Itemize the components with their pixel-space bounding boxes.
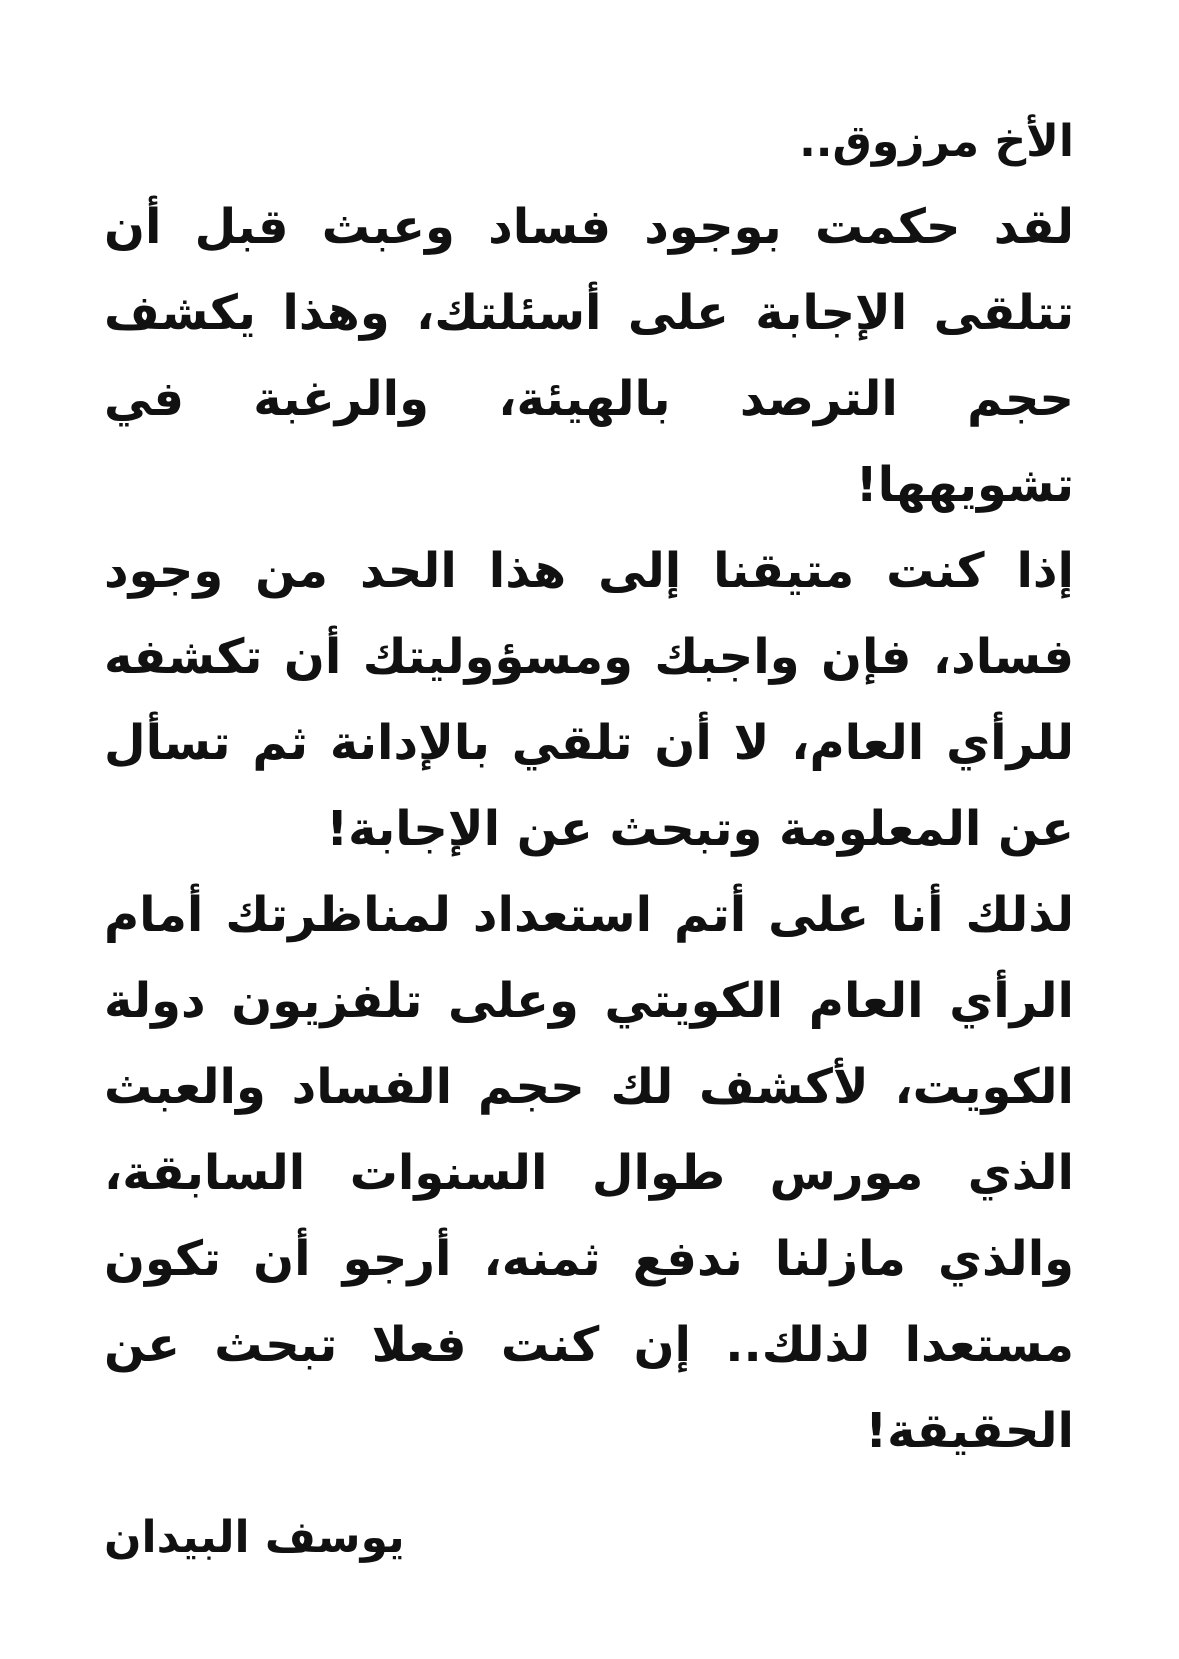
paragraph-certainty: إذا كنت متيقنا إلى هذا الحد من وجود فساد، فإن واجبك ومسؤوليتك أن تكشفه للرأي العام، لا أن تلقي بالإدانة ثم تسأل عن المعلومة وتبحث عن الإجابة! [104,543,1074,857]
letter-body [104,100,1074,1580]
greeting: الأخ مرزوق.. [799,116,1074,167]
paragraph-verdict: لقد حكمت بوجود فساد وعبث قبل أن تتلقى الإجابة على أسئلتك، وهذا يكشف حجم الترصد بالهيئة، والرغبة في تشويهها! [104,199,1074,513]
paragraph-debate-offer: لذلك أنا على أتم استعداد لمناظرتك أمام الرأي العام الكويتي وعلى تلفزيون دولة الكويت، لأكشف لك حجم الفساد والعبث الذي مورس طوال السنوات السابقة، والذي مازلنا ندفع ثمنه، أرجو أن تكون مستعدا لذلك.. إن كنت فعلا تبحث عن الحقيقة! [104,887,1074,1459]
signature: يوسف البيدان [104,1512,405,1563]
